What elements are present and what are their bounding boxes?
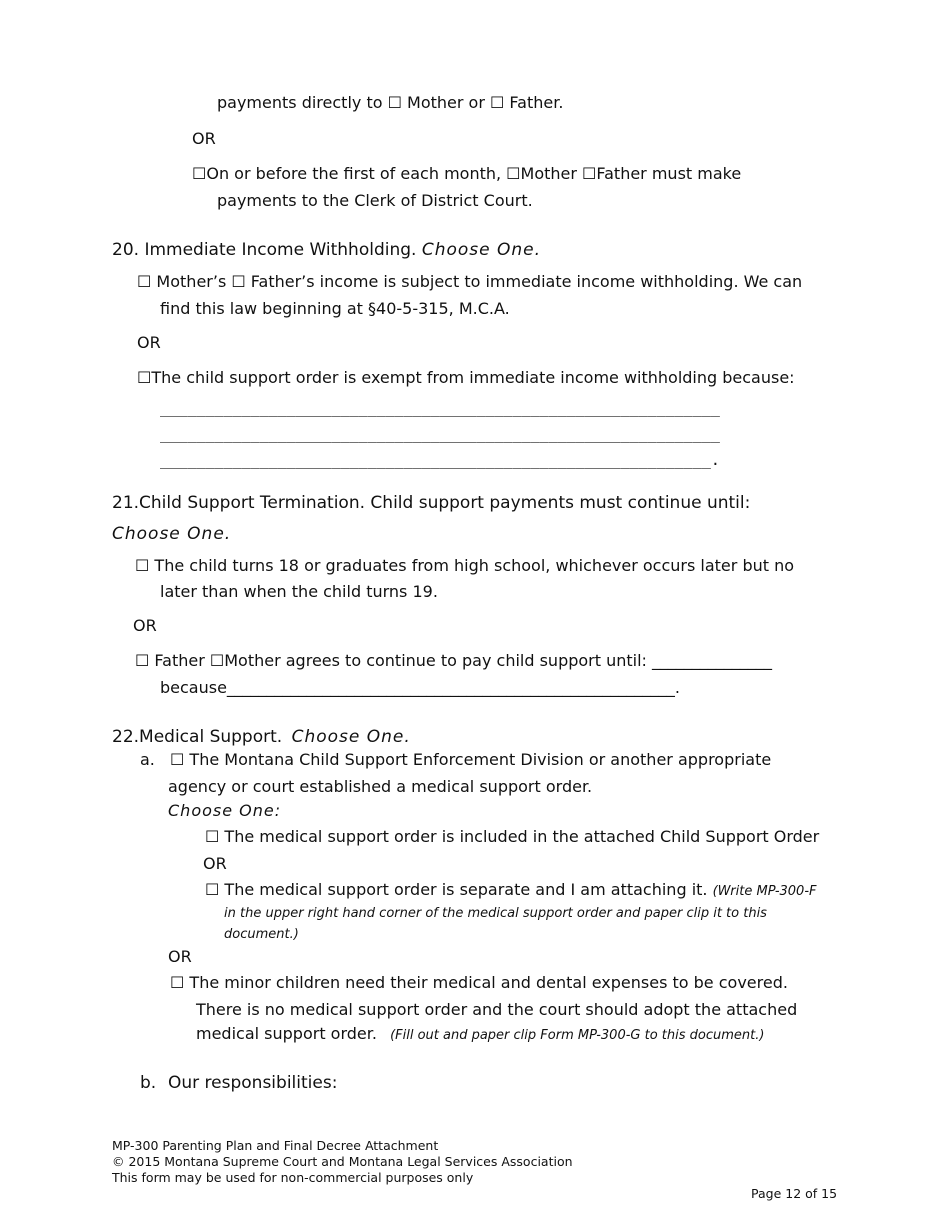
s22-a-option-included[interactable]: ☐ The medical support order is included in the attached Child Support Order bbox=[205, 827, 820, 846]
s19-or: OR bbox=[192, 129, 216, 148]
s20-option-exempt[interactable]: ☐The child support order is exempt from immediate income withholding because: bbox=[137, 368, 795, 387]
s22-option-adopt-note: (Fill out and paper clip Form MP-300-G to this document.) bbox=[390, 1028, 765, 1043]
s22-heading-text: 22.Medical Support. bbox=[112, 727, 283, 747]
s20-exempt-blank-3[interactable]: _____________________________________________________________. bbox=[160, 451, 720, 469]
s22-b-label: b. bbox=[140, 1073, 157, 1093]
s22-a-option-separate-note-line3: document.) bbox=[224, 927, 299, 942]
s22-choose-one: Choose One. bbox=[291, 727, 411, 747]
s22-a-option-line2: agency or court established a medical support order. bbox=[168, 777, 593, 796]
s21-option-agree-line2[interactable]: because________________________________________________________. bbox=[160, 678, 681, 697]
s20-option-withholding-line1[interactable]: ☐ Mother’s ☐ Father’s income is subject to immediate income withholding. We can bbox=[137, 272, 803, 291]
s21-option-agree-line1[interactable]: ☐ Father ☐Mother agrees to continue to pay child support until: _______________ bbox=[135, 651, 773, 670]
s20-or: OR bbox=[137, 333, 161, 352]
s22-option-adopt-line3-text: medical support order. bbox=[196, 1024, 377, 1043]
s22-a-option-separate-text: ☐ The medical support order is separate and I am attaching it. bbox=[205, 880, 708, 899]
s22-option-adopt-line1[interactable]: ☐ The minor children need their medical and dental expenses to be covered. bbox=[170, 973, 788, 992]
s19-option-clerk-line1[interactable]: ☐On or before the first of each month, ☐Mother ☐Father must make bbox=[192, 164, 742, 183]
s22-a-option-separate-note-line2: in the upper right hand corner of the medical support order and paper clip it to this bbox=[224, 906, 767, 921]
s21-heading: 21.Child Support Termination. Child support payments must continue until: bbox=[112, 493, 751, 513]
s20-heading bbox=[112, 240, 541, 260]
s22-a-label: a. bbox=[140, 750, 155, 769]
footer-page-number: Page 12 of 15 bbox=[751, 1186, 838, 1201]
s22-a-choose-one: Choose One: bbox=[168, 801, 282, 820]
s20-exempt-blank-2[interactable]: ______________________________________________________________ bbox=[160, 425, 720, 443]
s20-choose-one: Choose One. bbox=[421, 240, 542, 260]
s21-option-age-line1[interactable]: ☐ The child turns 18 or graduates from high school, whichever occurs later but no bbox=[135, 556, 795, 575]
footer-form-title: MP-300 Parenting Plan and Final Decree Attachment bbox=[112, 1138, 439, 1153]
s22-a-option-line1[interactable]: ☐ The Montana Child Support Enforcement Division or another appropriate bbox=[170, 750, 772, 769]
s22-or: OR bbox=[168, 947, 192, 966]
footer-copyright: © 2015 Montana Supreme Court and Montana Legal Services Association bbox=[112, 1154, 573, 1169]
s20-heading-text: 20. Immediate Income Withholding. bbox=[112, 240, 417, 260]
s22-a-option-separate-note: (Write MP-300-F bbox=[712, 884, 817, 899]
s19-option-clerk-line2: payments to the Clerk of District Court. bbox=[217, 191, 533, 210]
s22-option-adopt-line3 bbox=[196, 1024, 764, 1046]
s22-heading bbox=[112, 727, 411, 747]
s21-choose-one: Choose One. bbox=[112, 524, 232, 544]
s20-option-withholding-line2: find this law beginning at §40-5-315, M.C.A. bbox=[160, 299, 510, 318]
s22-b-text: Our responsibilities: bbox=[168, 1073, 338, 1093]
s22-a-or: OR bbox=[203, 854, 227, 873]
s19-payments-direct: payments directly to ☐ Mother or ☐ Father. bbox=[217, 93, 564, 112]
s22-option-adopt-line2: There is no medical support order and the court should adopt the attached bbox=[196, 1000, 798, 1019]
s21-option-age-line2: later than when the child turns 19. bbox=[160, 582, 438, 601]
footer-usage: This form may be used for non-commercial purposes only bbox=[112, 1170, 474, 1185]
s21-or: OR bbox=[133, 616, 157, 635]
s22-a-option-separate[interactable] bbox=[205, 880, 817, 902]
s20-exempt-blank-1[interactable]: ______________________________________________________________ bbox=[160, 399, 720, 417]
